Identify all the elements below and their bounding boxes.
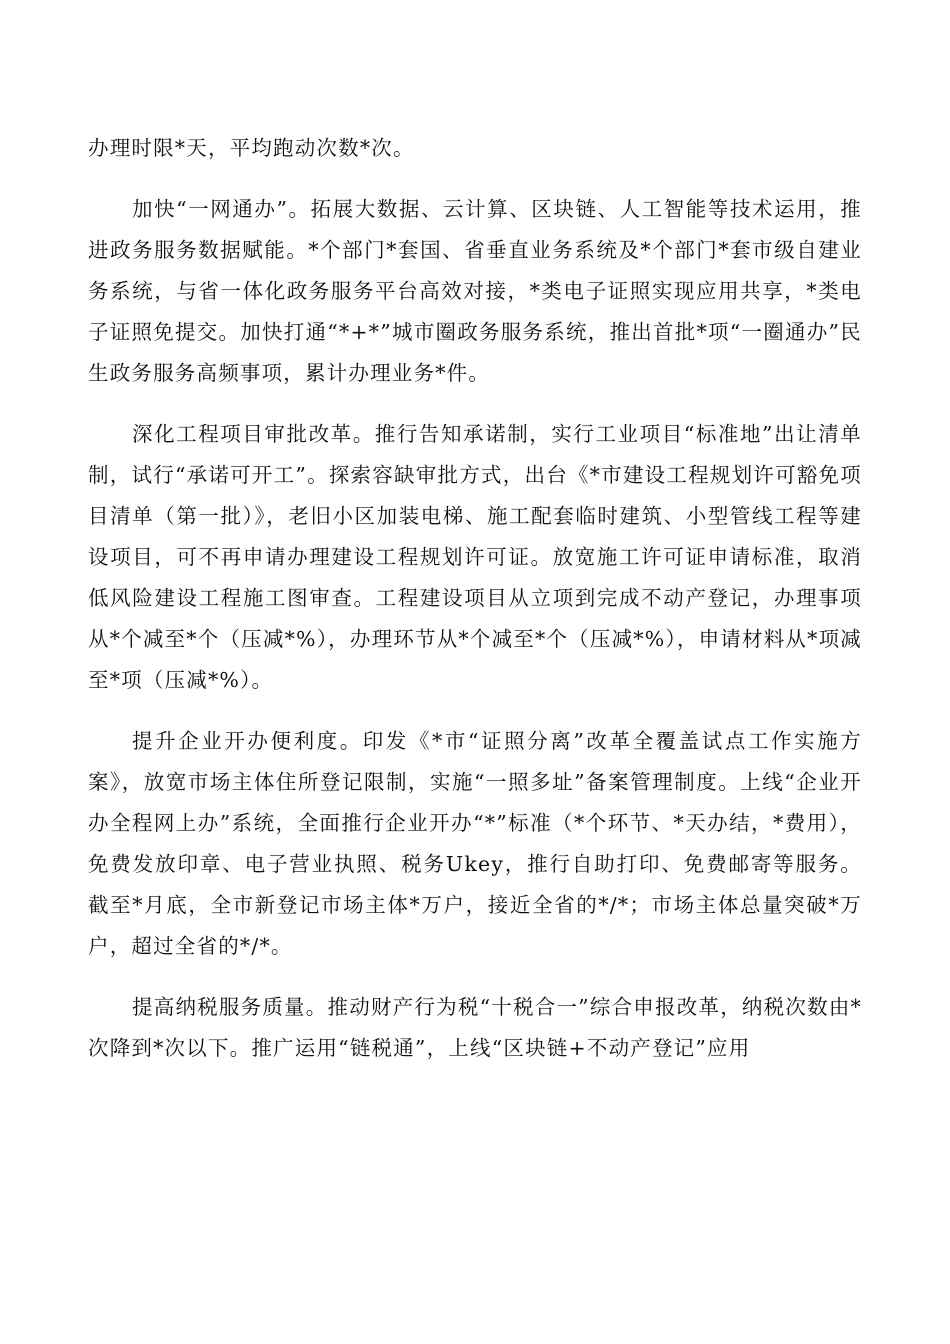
paragraph-tax-service: 提高纳税服务质量。推动财产行为税“十税合一”综合申报改革，纳税次数由*次降到*次以下。推广运用“链税通”，上线“区块链+不动产登记”应用 bbox=[88, 995, 862, 1060]
paragraph-one-network: 加快“一网通办”。拓展大数据、云计算、区块链、人工智能等技术运用，推进政务服务数据赋能。*个部门*套国、省垂直业务系统及*个部门*套市级自建业务系统，与省一体化政务服务平台高效对接，*类电子证照实现应用共享，*类电子证照免提交。加快打通“*+*”城市圈政务服务系统，推出首批*项“一圈通办”民生政务服务高频事项，累计办理业务*件。 bbox=[88, 197, 862, 385]
paragraph-project-approval: 深化工程项目审批改革。推行告知承诺制，实行工业项目“标准地”出让清单制，试行“承诺可开工”。探索容缺审批方式，出台《*市建设工程规划许可豁免项目清单（第一批）》，老旧小区加装电梯、施工配套临时建筑、小型管线工程等建设项目，可不再申请办理建设工程规划许可证。放宽施工许可证申请标准，取消低风险建设工程施工图审查。工程建设项目从立项到完成不动产登记，办理事项从*个减至*个（压减*%），办理环节从*个减至*个（压减*%），申请材料从*项减至*项（压减*%）。 bbox=[88, 422, 862, 692]
paragraph-business-startup: 提升企业开办便利度。印发《*市“证照分离”改革全覆盖试点工作实施方案》，放宽市场主体住所登记限制，实施“一照多址”备案管理制度。上线“企业开办全程网上办”系统，全面推行企业开办“*”标准（*个环节、*天办结，*费用），免费发放印章、电子营业执照、税务Ukey，推行自助打印、免费邮寄等服务。截至*月底，全市新登记市场主体*万户，接近全省的*/*；市场主体总量突破*万户，超过全省的*/*。 bbox=[88, 729, 862, 958]
document-page bbox=[88, 128, 862, 1089]
paragraph-continuation: 办理时限*天，平均跑动次数*次。 bbox=[88, 136, 415, 160]
